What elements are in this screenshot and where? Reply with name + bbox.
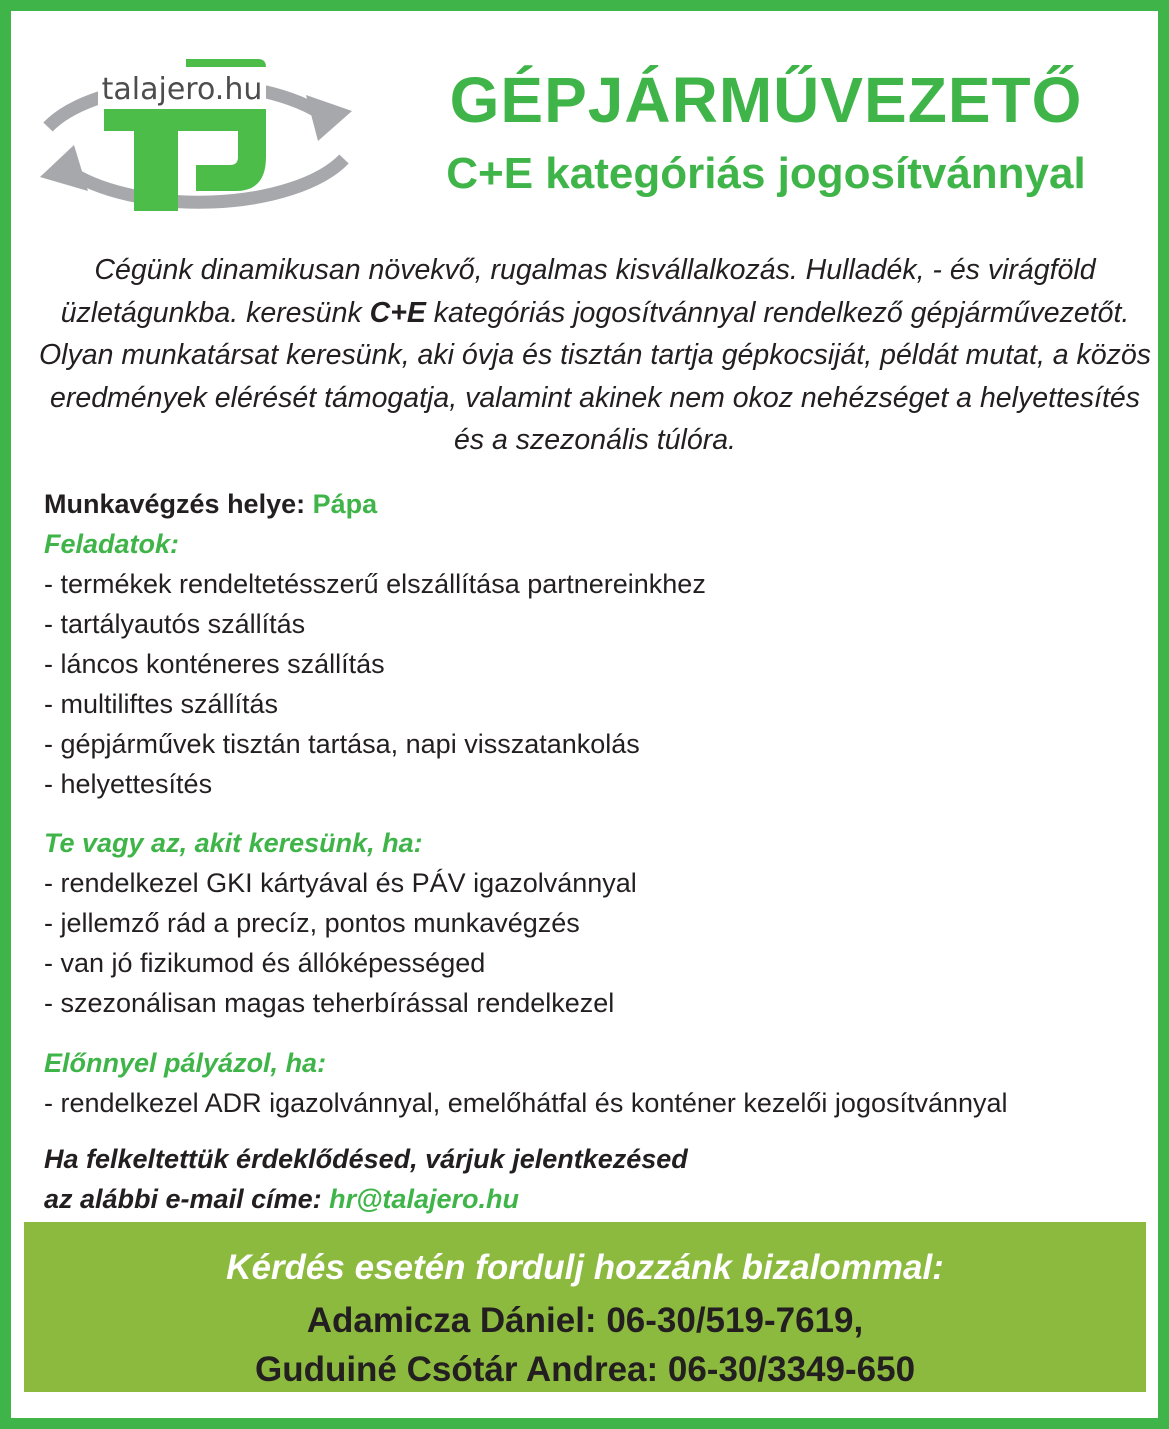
- apply-line-2: az alábbi e-mail címe:: [44, 1184, 330, 1214]
- location-value: Pápa: [312, 489, 378, 519]
- intro-text-2: kategóriás jogosítvánnyal rendelkező gépjárművezetőt. Olyan munkatársat keresünk, aki óvja és tisztán tartja gépkocsiját, példát mutat, a közös eredmények elérését támogatja, valamint akinek nem okoz nehézséget a helyettesítés és a szezonális túlóra.: [38, 296, 1152, 456]
- page-subtitle: C+E kategóriás jogosítvánnyal: [446, 149, 1086, 198]
- email-link[interactable]: hr@talajero.hu: [329, 1184, 519, 1214]
- list-item: - multiliftes szállítás: [44, 689, 279, 719]
- list-item: - termékek rendeltetésszerű elszállítása partnereinkhez: [44, 569, 706, 599]
- apply-section: [44, 1139, 1164, 1219]
- intro-paragraph: [35, 249, 1155, 462]
- logo-wordmark: talajero.hu: [101, 72, 263, 107]
- intro-highlight: C+E: [369, 296, 426, 329]
- list-item: - rendelkezel ADR igazolvánnyal, emelőhátfal és konténer kezelői jogosítvánnyal: [44, 1088, 1008, 1118]
- contact-person-1: Adamicza Dániel: 06-30/519-7619,: [306, 1301, 864, 1340]
- requirements-heading: Te vagy az, akit keresünk, ha:: [44, 828, 423, 858]
- talajero-logo: [26, 41, 366, 241]
- contact-box: [24, 1222, 1146, 1392]
- advantage-heading: Előnnyel pályázol, ha:: [44, 1048, 327, 1078]
- location-label: Munkavégzés helye:: [44, 489, 306, 519]
- contact-person-2: Guduiné Csótár Andrea: 06-30/3349-650: [254, 1350, 916, 1389]
- work-location: [44, 484, 1164, 524]
- list-item: - gépjárművek tisztán tartása, napi visszatankolás: [44, 729, 640, 759]
- tasks-section: [44, 524, 1164, 804]
- list-item: - van jó fizikumod és állóképességed: [44, 948, 486, 978]
- requirements-section: [44, 823, 1164, 1023]
- tasks-heading: Feladatok:: [44, 529, 180, 559]
- list-item: - helyettesítés: [44, 769, 213, 799]
- page-title: GÉPJÁRMŰVEZETŐ: [449, 64, 1083, 136]
- intro-text-1: Cégünk dinamikusan növekvő, rugalmas kisvállalkozás. Hulladék, - és virágföld üzletágunkba. keresünk: [60, 254, 1096, 329]
- list-item: - jellemző rád a precíz, pontos munkavégzés: [44, 908, 580, 938]
- list-item: - szezonálisan magas teherbírással rendelkezel: [44, 988, 615, 1018]
- apply-line-1: Ha felkeltettük érdeklődésed, várjuk jelentkezésed: [44, 1144, 688, 1174]
- advantage-section: [44, 1043, 1164, 1123]
- list-item: - láncos konténeres szállítás: [44, 649, 385, 679]
- list-item: - rendelkezel GKI kártyával és PÁV igazolvánnyal: [44, 868, 637, 898]
- list-item: - tartályautós szállítás: [44, 609, 306, 639]
- contact-question: Kérdés esetén fordulj hozzánk bizalommal:: [226, 1248, 944, 1287]
